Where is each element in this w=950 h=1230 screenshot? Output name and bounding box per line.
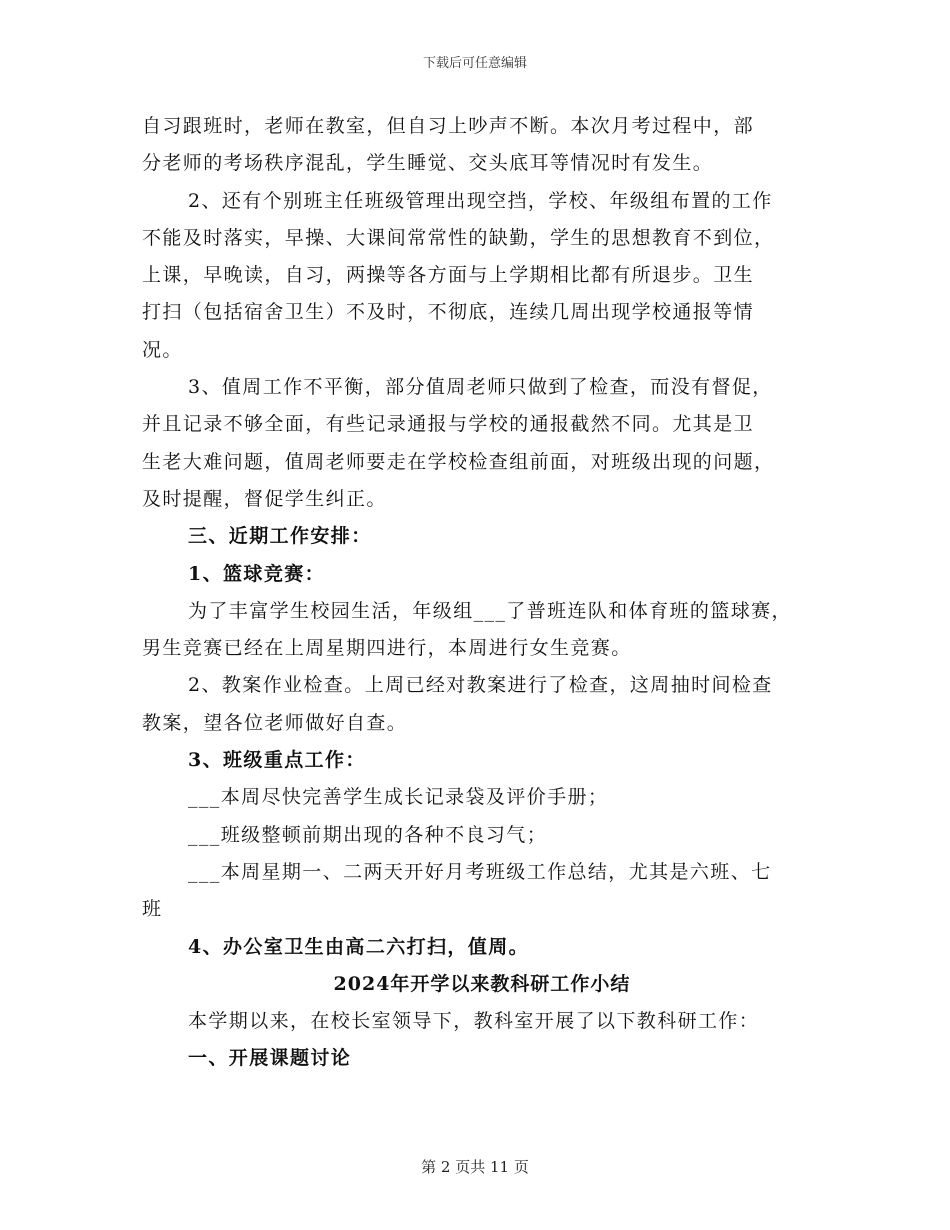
- text-line: 一、开展课题讨论: [188, 1047, 352, 1070]
- text-line: 生老大难问题，值周老师要走在学校检查组前面，对班级出现的问题，: [142, 450, 775, 473]
- text-line: 4、办公室卫生由高二六打扫，值周。: [188, 935, 530, 958]
- text-line: 3、班级重点工作：: [188, 749, 366, 772]
- page-footer: 第 2 页共 11 页: [421, 1158, 529, 1176]
- text-line: 为了丰富学生校园生活，年级组___了普班连队和体育班的篮球赛，: [188, 599, 792, 622]
- text-line: 并且记录不够全面，有些记录通报与学校的通报截然不同。尤其是卫: [142, 413, 755, 436]
- text-line: ___班级整顿前期出现的各种不良习气；: [188, 823, 548, 846]
- text-line: 2、教案作业检查。上周已经对教案进行了检查，这周抽时间检查: [188, 674, 773, 697]
- page-header: 下载后可任意编辑: [422, 56, 527, 71]
- text-line: 三、近期工作安排：: [188, 525, 372, 548]
- text-line: 及时提醒，督促学生纠正。: [142, 487, 387, 510]
- text-line: 分老师的考场秩序混乱，学生睡觉、交头底耳等情况时有发生。: [142, 152, 714, 175]
- text-line: 教案，望各位老师做好自查。: [142, 711, 408, 734]
- section-title: 2024年开学以来教科研工作小结: [333, 972, 631, 995]
- document-body: [142, 108, 822, 1078]
- text-line: 打扫（包括宿舍卫生）不及时，不彻底，连续几周出现学校通报等情: [142, 301, 755, 324]
- text-line: 本学期以来，在校长室领导下，教科室开展了以下教科研工作：: [188, 1010, 760, 1033]
- text-line: ___本周尽快完善学生成长记录袋及评价手册；: [188, 786, 609, 809]
- text-line: 男生竞赛已经在上周星期四进行，本周进行女生竞赛。: [142, 637, 632, 660]
- text-line: 上课，早晚读，自习，两操等各方面与上学期相比都有所退步。卫生: [142, 264, 755, 287]
- text-line: 自习跟班时，老师在教室，但自习上吵声不断。本次月考过程中，部: [142, 115, 755, 137]
- text-line: 班: [142, 898, 163, 921]
- text-line: ___本周星期一、二两天开好月考班级工作总结，尤其是六班、七: [188, 860, 772, 883]
- text-line: 1、篮球竞赛：: [188, 562, 326, 585]
- text-line: 2、还有个别班主任班级管理出现空挡，学校、年级组布置的工作: [188, 189, 773, 212]
- text-line: 况。: [142, 338, 183, 361]
- text-line: 不能及时落实，早操、大课间常常性的缺勤，学生的思想教育不到位，: [142, 226, 775, 249]
- text-line: 3、值周工作不平衡，部分值周老师只做到了检查，而没有督促，: [188, 376, 773, 399]
